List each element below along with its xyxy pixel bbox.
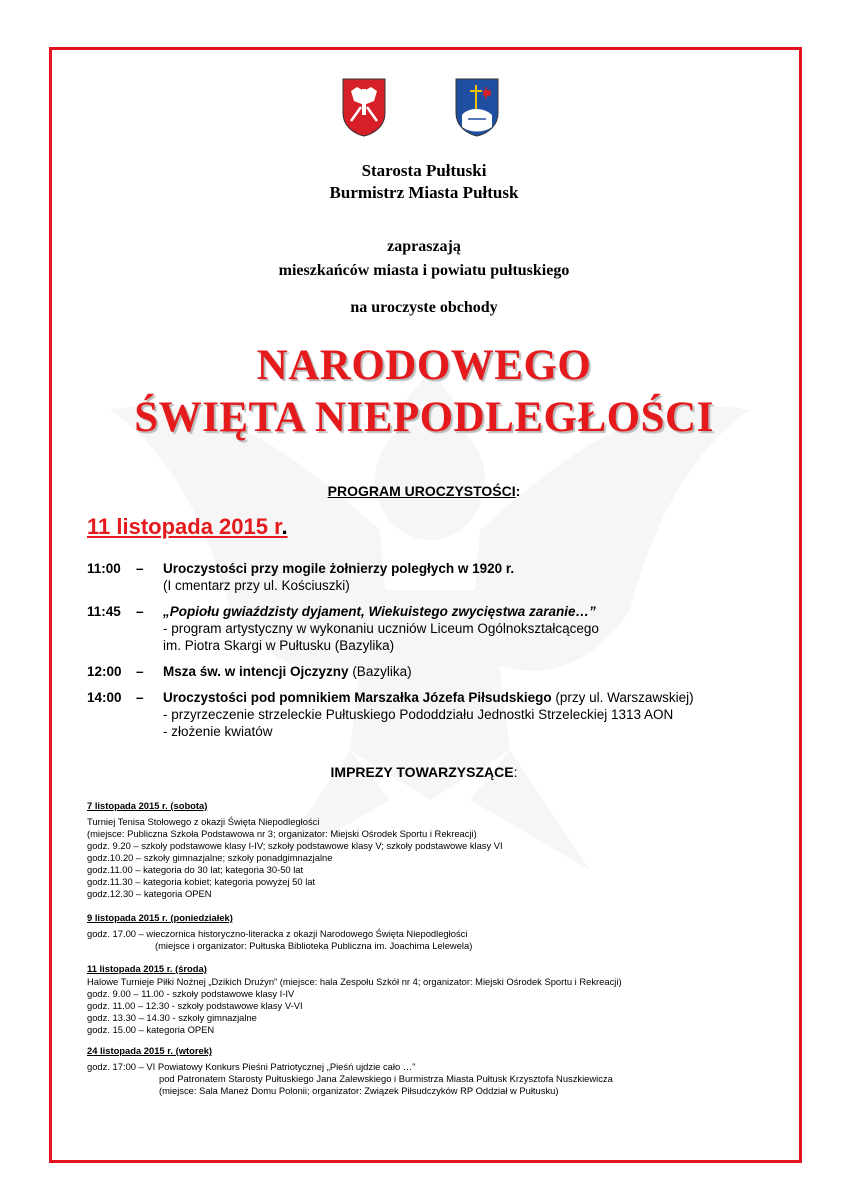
side-event	[87, 800, 777, 900]
event-dash: –	[136, 690, 144, 705]
side-event	[87, 963, 777, 1036]
side-event-line: godz.10.20 – szkoły gimnazjalne; szkoły ponadgimnazjalne	[87, 852, 333, 863]
side-event-line: pod Patronatem Starosty Pułtuskiego Jana Zalewskiego i Burmistrza Miasta Pułtusk Krzysztofa Nuszkiewicza	[159, 1073, 613, 1084]
event-time: 14:00	[87, 690, 122, 705]
side-event-line: Turniej Tenisa Stołowego z okazji Święta Niepodległości	[87, 816, 320, 827]
main-date-text: 11 listopada 2015 r	[87, 514, 282, 539]
side-event	[87, 912, 777, 952]
event-time: 12:00	[87, 664, 122, 679]
side-event-line: godz. 17.00 – wieczornica historyczno-literacka z okazji Narodowego Święta Niepodległości	[87, 928, 468, 939]
program-heading-text: PROGRAM UROCZYSTOŚCI	[327, 483, 516, 499]
event-dash: –	[136, 664, 144, 679]
side-event-line: godz.11.30 – kategoria kobiet; kategoria powyżej 50 lat	[87, 876, 316, 887]
powiat-coat-of-arms-icon	[341, 77, 387, 137]
invite-line: zapraszają	[387, 238, 461, 255]
side-event-line: godz.12.30 – kategoria OPEN	[87, 888, 212, 899]
side-event-line: (miejsce: Publiczna Szkoła Podstawowa nr 3; organizator: Miejski Ośrodek Sportu i Rekreacji)	[87, 828, 477, 839]
event-title: Msza św. w intencji Ojczyzny	[163, 664, 349, 679]
event-place: (Bazylika)	[348, 664, 412, 679]
title-line: ŚWIĘTA NIEPODLEGŁOŚCI	[134, 394, 714, 441]
side-event-line: godz.11.00 – kategoria do 30 lat; kategoria 30-50 lat	[87, 864, 304, 875]
side-events-heading-text: IMPREZY TOWARZYSZĄCE	[330, 764, 514, 780]
side-event-line: godz. 13.30 – 14.30 - szkoły gimnazjalne	[87, 1012, 257, 1023]
side-event-line: godz. 11.00 – 12.30 - szkoły podstawowe klasy V-VI	[87, 1000, 303, 1011]
side-event-date: 7 listopada 2015 r. (sobota)	[87, 800, 208, 811]
city-coat-of-arms-icon	[454, 77, 500, 137]
event-detail: - złożenie kwiatów	[163, 724, 273, 739]
event-dash: –	[136, 561, 144, 576]
event-time: 11:00	[87, 561, 121, 576]
event-title: Uroczystości przy mogile żołnierzy poległych w 1920 r.	[163, 561, 515, 576]
hosts	[0, 160, 848, 204]
side-event	[87, 1045, 777, 1097]
main-date-dot: .	[281, 514, 288, 539]
side-events-heading-colon: :	[513, 764, 518, 780]
side-event-date: 9 listopada 2015 r. (poniedziałek)	[87, 912, 233, 923]
program-event	[87, 560, 767, 594]
event-title: „Popiołu gwiaździsty dyjament, Wiekuistego zwycięstwa zaranie…”	[163, 604, 596, 619]
event-place: (przy ul. Warszawskiej)	[551, 690, 694, 705]
program-heading-colon: :	[515, 483, 521, 499]
title-line: NARODOWEGO	[256, 342, 592, 389]
event-detail: (I cmentarz przy ul. Kościuszki)	[163, 578, 350, 593]
event-detail: - program artystyczny w wykonaniu uczniów Liceum Ogólnokształcącego	[163, 621, 599, 636]
side-event-line: godz. 9.20 – szkoły podstawowe klasy I-IV; szkoły podstawowe klasy V; szkoły podstawowe klasy VI	[87, 840, 503, 851]
event-time: 11:45	[87, 604, 121, 619]
side-event-line: godz. 9.00 – 11.00 - szkoły podstawowe klasy I-IV	[87, 988, 295, 999]
side-event-line: godz. 17:00 – VI Powiatowy Konkurs Pieśni Patriotycznej „Pieśń ujdzie cało …”	[87, 1061, 416, 1072]
side-event-line: godz. 15.00 – kategoria OPEN	[87, 1024, 215, 1035]
host-line: Starosta Pułtuski	[361, 161, 487, 180]
main-date	[87, 514, 288, 540]
page-title	[0, 340, 848, 444]
event-title: Uroczystości pod pomnikiem Marszałka Józefa Piłsudskiego	[163, 690, 552, 705]
side-events-heading	[0, 764, 848, 780]
program-heading	[0, 483, 848, 499]
host-line: Burmistrz Miasta Pułtusk	[329, 183, 519, 202]
occasion: na uroczyste obchody	[350, 299, 498, 316]
side-event-line: (miejsce i organizator: Pułtuska Biblioteka Publiczna im. Joachima Lelewela)	[155, 940, 473, 951]
program-event	[87, 689, 767, 740]
side-event-date: 11 listopada 2015 r. (środa)	[87, 963, 207, 974]
event-detail: - przyrzeczenie strzeleckie Pułtuskiego Pododdziału Jednostki Strzeleckiej 1313 AON	[163, 707, 674, 722]
invite-line: mieszkańców miasta i powiatu pułtuskiego	[278, 262, 570, 279]
side-event-date: 24 listopada 2015 r. (wtorek)	[87, 1045, 213, 1056]
invite	[0, 235, 848, 283]
event-detail: im. Piotra Skargi w Pułtusku (Bazylika)	[163, 638, 395, 653]
side-event-line: (miejsce: Sala Maneż Domu Polonii; organizator: Związek Piłsudczyków RP Oddział w Pułtusku)	[159, 1085, 559, 1096]
crests	[0, 77, 848, 139]
program-events	[87, 560, 767, 749]
side-event-line: Halowe Turnieje Piłki Nożnej „Dzikich Drużyn” (miejsce: hala Zespołu Szkół nr 4; organizator: Miejski Ośrodek Sportu i Rekreacji)	[87, 976, 622, 987]
event-dash: –	[136, 604, 144, 619]
program-event	[87, 603, 767, 654]
program-event	[87, 663, 767, 680]
